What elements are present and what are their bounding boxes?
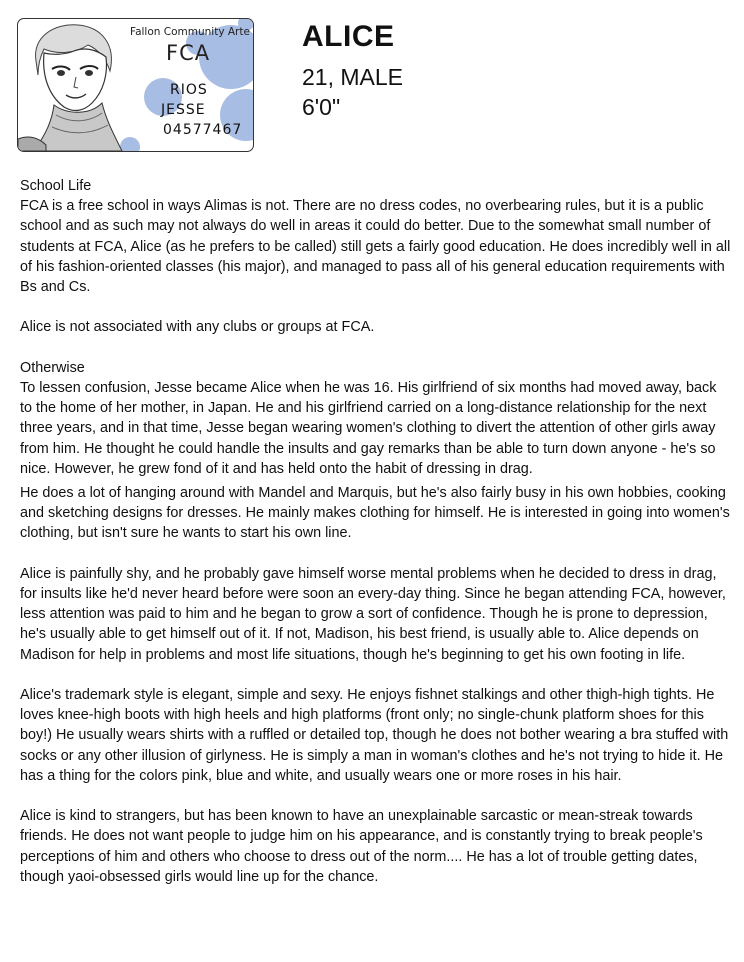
paragraph: Alice is painfully shy, and he probably gave himself worse mental problems when he decided to dress in drag, for insults like he'd never heard before were soon an every-day thing. Since he began attending FCA, however, less attention was paid to him and he began to grow a sort of confidence. Though he is prone to depression, he's usually able to get himself out of it. If not, Madison, his best friend, is usually able to. Alice depends on Madison for help in problems and most life situations, though he's beginning to get his own footing in life. <box>20 565 726 663</box>
card-id-number: 04577467 <box>163 122 243 138</box>
section-heading-otherwise: Otherwise <box>20 359 85 376</box>
paragraph: Alice's trademark style is elegant, simple and sexy. He enjoys fishnet stalkings and other thigh-high tights. He loves knee-high boots with high heels and high platforms (front only; no single-chunk platform shoes for this boy!) He usually wears shirts with a ruffled or detailed top, though he does not bother wearing a bra stuffed with socks or any other illusion of girlyness. He is simply a man in woman's clothes and he's not trying to hide it. He has a thing for the colors pink, blue and white, and usually wears one or more roses in his hair. <box>20 687 729 784</box>
card-org-abbr: FCA <box>166 41 211 65</box>
card-last-name: RIOS <box>170 82 208 98</box>
card-first-name: JESSE <box>161 102 206 118</box>
character-age-gender: 21, MALE <box>302 64 403 90</box>
character-height: 6'0" <box>302 94 341 120</box>
card-org-name: Fallon Community Arte <box>130 26 250 38</box>
paragraph: To lessen confusion, Jesse became Alice when he was 16. His girlfriend of six months had moved away, back to the home of her mother, in Japan. He and his girlfriend carried on a long-distance relationship for the next three years, and in that time, Jesse began wearing women's clothing to divert the attention of other girls away from him. He thought he could handle the insults and gay remarks than be able to turn down anyone - he's so nice. However, he grew fond of it and has held onto the habit of dressing in drag. <box>20 380 717 477</box>
profile-body <box>20 176 732 887</box>
paragraph: FCA is a free school in ways Alimas is not. There are no dress codes, no overbearing rules, but it is a public school and as such may not always do well in areas it could do better. Due to the somewhat small number of students at FCA, Alice (as he prefers to be called) still gets a fairly good education. He does incredibly well in all of his fashion-oriented classes (his major), and managed to pass all of his general education requirements with Bs and Cs. <box>20 198 731 296</box>
paragraph: Alice is not associated with any clubs or groups at FCA. <box>20 319 375 336</box>
paragraph: He does a lot of hanging around with Mandel and Marquis, but he's also fairly busy in his own hobbies, cooking and sketching designs for dresses. He mainly makes clothing for himself. He is interested in going into women's clothing, but isn't sure he wants to start his own line. <box>20 485 730 542</box>
section-heading-school-life: School Life <box>20 178 92 194</box>
paragraph: Alice is kind to strangers, but has been known to have an unexplainable sarcastic or mean-streak towards friends. He does not want people to judge him on his appearance, and is constantly trying to break people's perceptions of him and others who choose to dress out of the norm.... He has a lot of trouble getting dates, though yaoi-obsessed girls would line up for the chance. <box>20 808 703 885</box>
id-card <box>17 18 254 152</box>
character-name: ALICE <box>302 20 395 53</box>
portrait-drawing <box>18 19 128 151</box>
